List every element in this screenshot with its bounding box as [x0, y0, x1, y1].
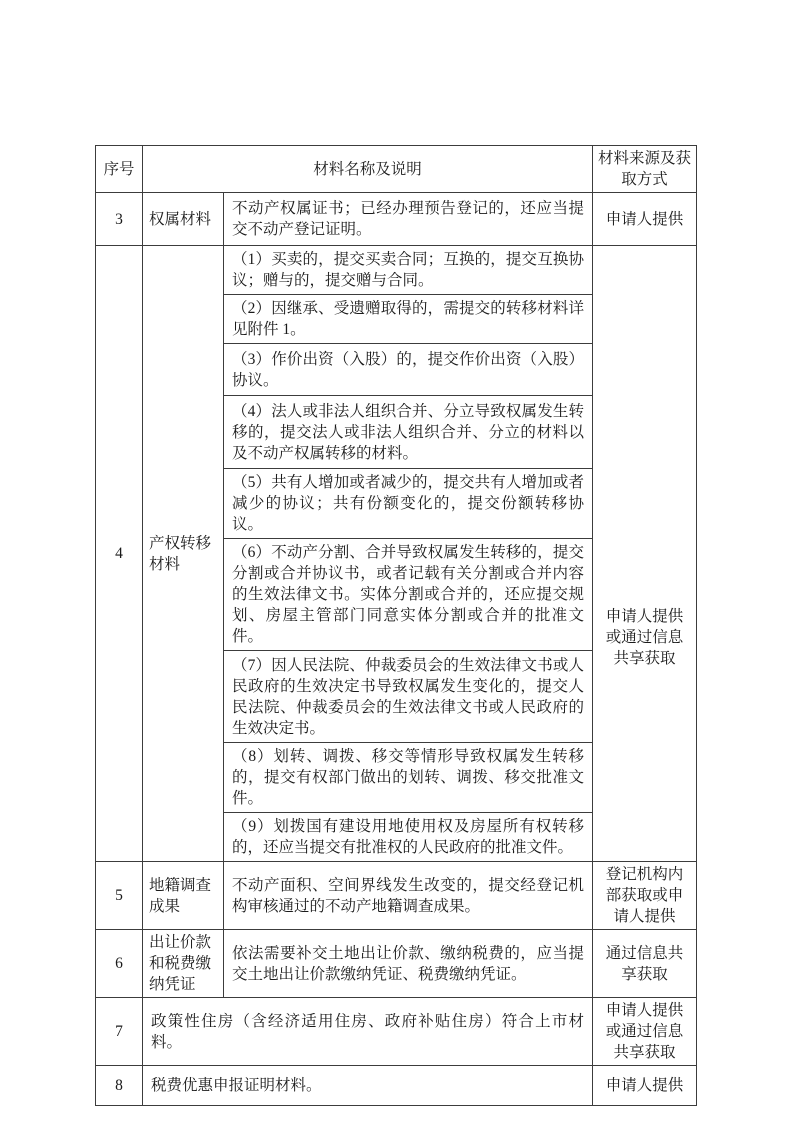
row4-description-2: （2）因继承、受遗赠取得的，需提交的转移材料详见附件 1。 — [224, 295, 593, 344]
row6-source: 通过信息共享获取 — [593, 930, 697, 998]
row4-serial: 4 — [96, 246, 143, 862]
table-row-8 — [96, 1066, 697, 1106]
row4-description-3: （3）作价出资（入股）的，提交作价出资（入股）协议。 — [224, 344, 593, 396]
row4-description-4: （4）法人或非法人组织合并、分立导致权属发生转移的，提交法人或非法人组织合并、分立的材料以及不动产权属转移的材料。 — [224, 396, 593, 469]
row8-source: 申请人提供 — [593, 1066, 697, 1106]
row5-description: 不动产面积、空间界线发生改变的，提交经登记机构审核通过的不动产地籍调查成果。 — [224, 862, 593, 930]
row3-serial: 3 — [96, 193, 143, 246]
row6-material-name: 出让价款和税费缴纳凭证 — [143, 930, 224, 998]
row8-description: 税费优惠申报证明材料。 — [143, 1066, 593, 1106]
materials-table — [95, 145, 697, 1106]
row5-source: 登记机构内部获取或申请人提供 — [593, 862, 697, 930]
table-row-3 — [96, 193, 697, 246]
row3-source: 申请人提供 — [593, 193, 697, 246]
row8-serial: 8 — [96, 1066, 143, 1106]
header-cell-name-desc: 材料名称及说明 — [143, 146, 593, 193]
row6-serial: 6 — [96, 930, 143, 998]
row3-material-name: 权属材料 — [143, 193, 224, 246]
row4-description-9: （9）划拨国有建设用地使用权及房屋所有权转移的，还应当提交有批准权的人民政府的批准文件。 — [224, 813, 593, 862]
table-header-row — [96, 146, 697, 193]
row7-source: 申请人提供或通过信息共享获取 — [593, 998, 697, 1066]
row5-serial: 5 — [96, 862, 143, 930]
row4-description-1: （1）买卖的，提交买卖合同；互换的，提交互换协议；赠与的，提交赠与合同。 — [224, 246, 593, 295]
row7-description: 政策性住房（含经济适用住房、政府补贴住房）符合上市材料。 — [143, 998, 593, 1066]
row4-description-8: （8）划转、调拨、移交等情形导致权属发生转移的，提交有权部门做出的划转、调拨、移交批准文件。 — [224, 743, 593, 813]
table-row-6 — [96, 930, 697, 998]
table-row-5 — [96, 862, 697, 930]
row4-material-name: 产权转移材料 — [143, 246, 224, 862]
row3-description: 不动产权属证书；已经办理预告登记的，还应当提交不动产登记证明。 — [224, 193, 593, 246]
row5-material-name: 地籍调查成果 — [143, 862, 224, 930]
row6-description: 依法需要补交土地出让价款、缴纳税费的，应当提交土地出让价款缴纳凭证、税费缴纳凭证。 — [224, 930, 593, 998]
table-row-4-sub-1 — [96, 246, 697, 295]
row4-source: 申请人提供或通过信息共享获取 — [593, 246, 697, 862]
row7-serial: 7 — [96, 998, 143, 1066]
header-cell-source: 材料来源及获取方式 — [593, 146, 697, 193]
table-row-7 — [96, 998, 697, 1066]
row4-description-6: （6）不动产分割、合并导致权属发生转移的，提交分割或合并协议书，或者记载有关分割或合并内容的生效法律文书。实体分割或合并的，还应提交规划、房屋主管部门同意实体分割或合并的批准文件。 — [224, 539, 593, 651]
row4-description-7: （7）因人民法院、仲裁委员会的生效法律文书或人民政府的生效决定书导致权属发生变化的，提交人民法院、仲裁委员会的生效法律文书或人民政府的生效决定书。 — [224, 651, 593, 743]
header-cell-serial: 序号 — [96, 146, 143, 193]
row4-description-5: （5）共有人增加或者减少的，提交共有人增加或者减少的协议；共有份额变化的，提交份额转移协议。 — [224, 469, 593, 539]
